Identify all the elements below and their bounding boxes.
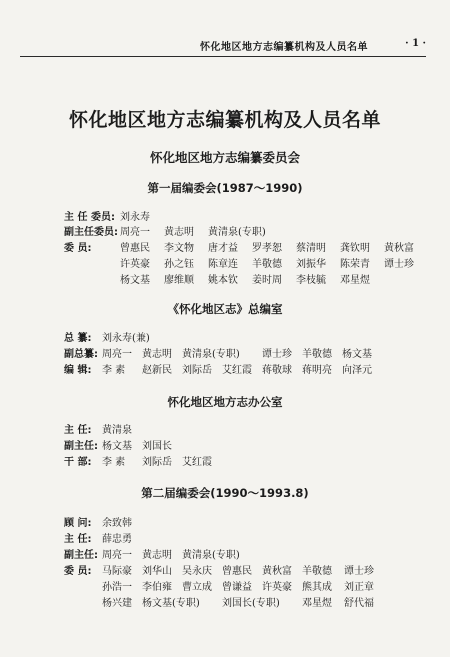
bureau-director-row [64,421,430,437]
second-advisor-row [64,514,430,530]
member-name: 曾惠民 [222,566,252,577]
first-director-label: 主 任 委员: [64,212,115,223]
second-deputy-row [64,546,430,562]
running-title: 怀化地区地方志编纂机构及人员名单 [200,42,368,53]
member-name: 杨兴建 [102,598,132,609]
office-deputy-name: 杨文基 [342,349,372,360]
cadre-name: 艾红霞 [182,457,212,468]
member-name: 吴永庆 [182,566,212,577]
member-name: 孙浩一 [102,582,132,593]
first-director-row [64,208,430,224]
first-deputy-name: 黄清泉(专职) [208,227,266,238]
first-deputy-name: 周亮一 [120,227,150,238]
member-name: 刘华山 [142,566,172,577]
office-deputy-name: 谭士珍 [262,349,292,360]
second-members-row-1 [64,562,430,578]
cadre-name: 李 素 [102,457,126,468]
first-deputy-row [64,223,430,239]
member-name: 邓星煜 [302,598,332,609]
member-name: 许英豪 [262,582,292,593]
member-name: 刘振华 [296,259,326,270]
bureau-director-label: 主 任: [64,425,92,436]
editor-name: 蒋明亮 [302,365,332,376]
office-deputy-name: 羊敬德 [302,349,332,360]
member-name: 曾谦益 [222,582,252,593]
office-deputy-name: 黄志明 [142,349,172,360]
member-name: 姚本钦 [208,275,238,286]
second-deputy-name: 黄志明 [142,550,172,561]
page-number: · 1 · [405,38,426,49]
bureau-director: 黄清泉 [102,425,132,436]
member-name: 蔡清明 [296,243,326,254]
editor-name: 蒋敬球 [262,365,292,376]
second-deputy-name: 黄清泉(专职) [182,550,240,561]
bureau-deputy-row [64,437,430,453]
member-name: 谭士珍 [344,566,374,577]
page-title: 怀化地区地方志编纂机构及人员名单 [68,109,381,131]
office-editors-label: 编 辑: [64,365,92,376]
first-director: 刘永寿 [120,212,150,223]
member-name: 许英豪 [120,259,150,270]
member-name: 李枝毓 [296,275,326,286]
member-name: 刘国长(专职) [222,598,280,609]
running-header [20,34,426,57]
second-director: 薛忠勇 [102,534,132,545]
editor-name: 刘际岳 [182,365,212,376]
editor-name: 向泽元 [342,365,372,376]
office-chief-row [64,329,430,345]
section-first-heading: 第一届编委会(1987～1990) [147,181,303,195]
member-name: 曹立成 [182,582,212,593]
member-name: 唐才益 [208,243,238,254]
office-deputy-name: 黄清泉(专职) [182,349,240,360]
office-deputy-row [64,345,430,361]
first-deputy-name: 黄志明 [164,227,194,238]
second-director-label: 主 任: [64,534,92,545]
first-deputy-label: 副主任委员: [64,227,118,238]
member-name: 李文物 [164,243,194,254]
bureau-cadre-row [64,453,430,469]
editor-name: 赵新民 [142,365,172,376]
member-name: 羊敬德 [252,259,282,270]
member-name: 孙之钰 [164,259,194,270]
bureau-deputy-label: 副主任: [64,441,98,452]
member-name: 陈荣青 [340,259,370,270]
first-members-row-3 [64,271,430,287]
editor-name: 李 素 [102,365,126,376]
second-deputy-label: 副主任: [64,550,98,561]
first-members-label: 委 员: [64,243,92,254]
office-deputy-name: 周亮一 [102,349,132,360]
member-name: 罗孝恕 [252,243,282,254]
section-bureau-heading: 怀化地区地方志办公室 [167,395,283,409]
second-advisor-label: 顾 问: [64,518,92,529]
second-members-label: 委 员: [64,566,92,577]
bureau-deputy-name: 杨文基 [102,441,132,452]
member-name: 熊其成 [302,582,332,593]
member-name: 廖维顺 [164,275,194,286]
second-advisor: 余致韩 [102,518,132,529]
second-director-row [64,530,430,546]
member-name: 谭士珍 [384,259,414,270]
second-members-row-3 [64,594,430,610]
member-name: 李伯雍 [142,582,172,593]
second-deputy-name: 周亮一 [102,550,132,561]
member-name: 黄秋富 [262,566,292,577]
member-name: 杨文基 [120,275,150,286]
office-editors-row [64,361,430,377]
office-deputy-label: 副总纂: [64,349,98,360]
member-name: 邓星煜 [340,275,370,286]
office-chief: 刘永寿(兼) [102,333,150,344]
member-name: 姜时周 [252,275,282,286]
page-subtitle: 怀化地区地方志编纂委员会 [149,150,300,165]
section-office-heading: 《怀化地区志》总编室 [167,302,283,316]
second-members-row-2 [64,578,430,594]
office-chief-label: 总 纂: [64,333,92,344]
member-name: 曾惠民 [120,243,150,254]
bureau-deputy-name: 刘国长 [142,441,172,452]
first-members-row-2 [64,255,430,271]
member-name: 黄秋富 [384,243,414,254]
member-name: 龚钦明 [340,243,370,254]
first-members-row-1 [64,239,430,255]
cadre-name: 刘际岳 [142,457,172,468]
member-name: 杨文基(专职) [142,598,200,609]
member-name: 马际豪 [102,566,132,577]
editor-name: 艾红霞 [222,365,252,376]
section-second-heading: 第二届编委会(1990～1993.8) [141,486,309,500]
member-name: 刘正章 [344,582,374,593]
member-name: 羊敬德 [302,566,332,577]
member-name: 舒代福 [344,598,374,609]
bureau-cadre-label: 干 部: [64,457,92,468]
member-name: 陈章连 [208,259,238,270]
